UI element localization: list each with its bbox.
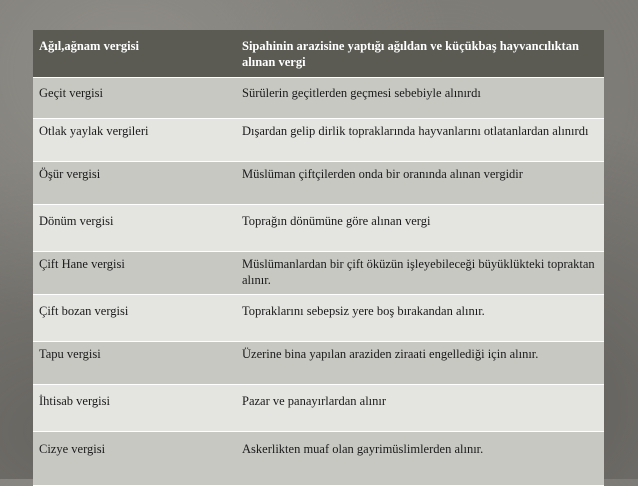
description-cell: Sürülerin geçitlerden geçmesi sebebiyle alınırdı (234, 78, 604, 119)
description-cell: Müslüman çiftçilerden onda bir oranında alınan vergidir (234, 162, 604, 205)
term-cell: Çift Hane vergisi (33, 252, 234, 295)
table-row (33, 119, 604, 162)
description-cell: Dışardan gelip dirlik topraklarında hayvanlarını otlatanlardan alınırdı (234, 119, 604, 162)
table-header-row (33, 30, 604, 78)
table-row (33, 205, 604, 252)
term-cell: Tapu vergisi (33, 342, 234, 385)
description-cell: Üzerine bina yapılan araziden ziraati engellediği için alınır. (234, 342, 604, 385)
term-cell: Otlak yaylak vergileri (33, 119, 234, 162)
table-row (33, 295, 604, 342)
description-cell: Pazar ve panayırlardan alınır (234, 385, 604, 432)
term-cell: Çift bozan vergisi (33, 295, 234, 342)
table-row (33, 432, 604, 486)
table-row (33, 342, 604, 385)
description-cell: Askerlikten muaf olan gayrimüslimlerden alınır. (234, 432, 604, 486)
table-row (33, 162, 604, 205)
header-description-cell: Sipahinin arazisine yaptığı ağıldan ve küçükbaş hayvancılıktan alınan vergi (234, 30, 604, 78)
table-row (33, 78, 604, 119)
header-term-cell: Ağıl,ağnam vergisi (33, 30, 234, 78)
term-cell: İhtisab vergisi (33, 385, 234, 432)
description-cell: Topraklarını sebepsiz yere boş bırakandan alınır. (234, 295, 604, 342)
term-cell: Geçit vergisi (33, 78, 234, 119)
term-cell: Öşür vergisi (33, 162, 234, 205)
term-cell: Cizye vergisi (33, 432, 234, 486)
table-row (33, 385, 604, 432)
table-row (33, 252, 604, 295)
description-cell: Toprağın dönümüne göre alınan vergi (234, 205, 604, 252)
tax-table (33, 30, 604, 486)
description-cell: Müslümanlardan bir çift öküzün işleyebileceği büyüklükteki topraktan alınır. (234, 252, 604, 295)
term-cell: Dönüm vergisi (33, 205, 234, 252)
